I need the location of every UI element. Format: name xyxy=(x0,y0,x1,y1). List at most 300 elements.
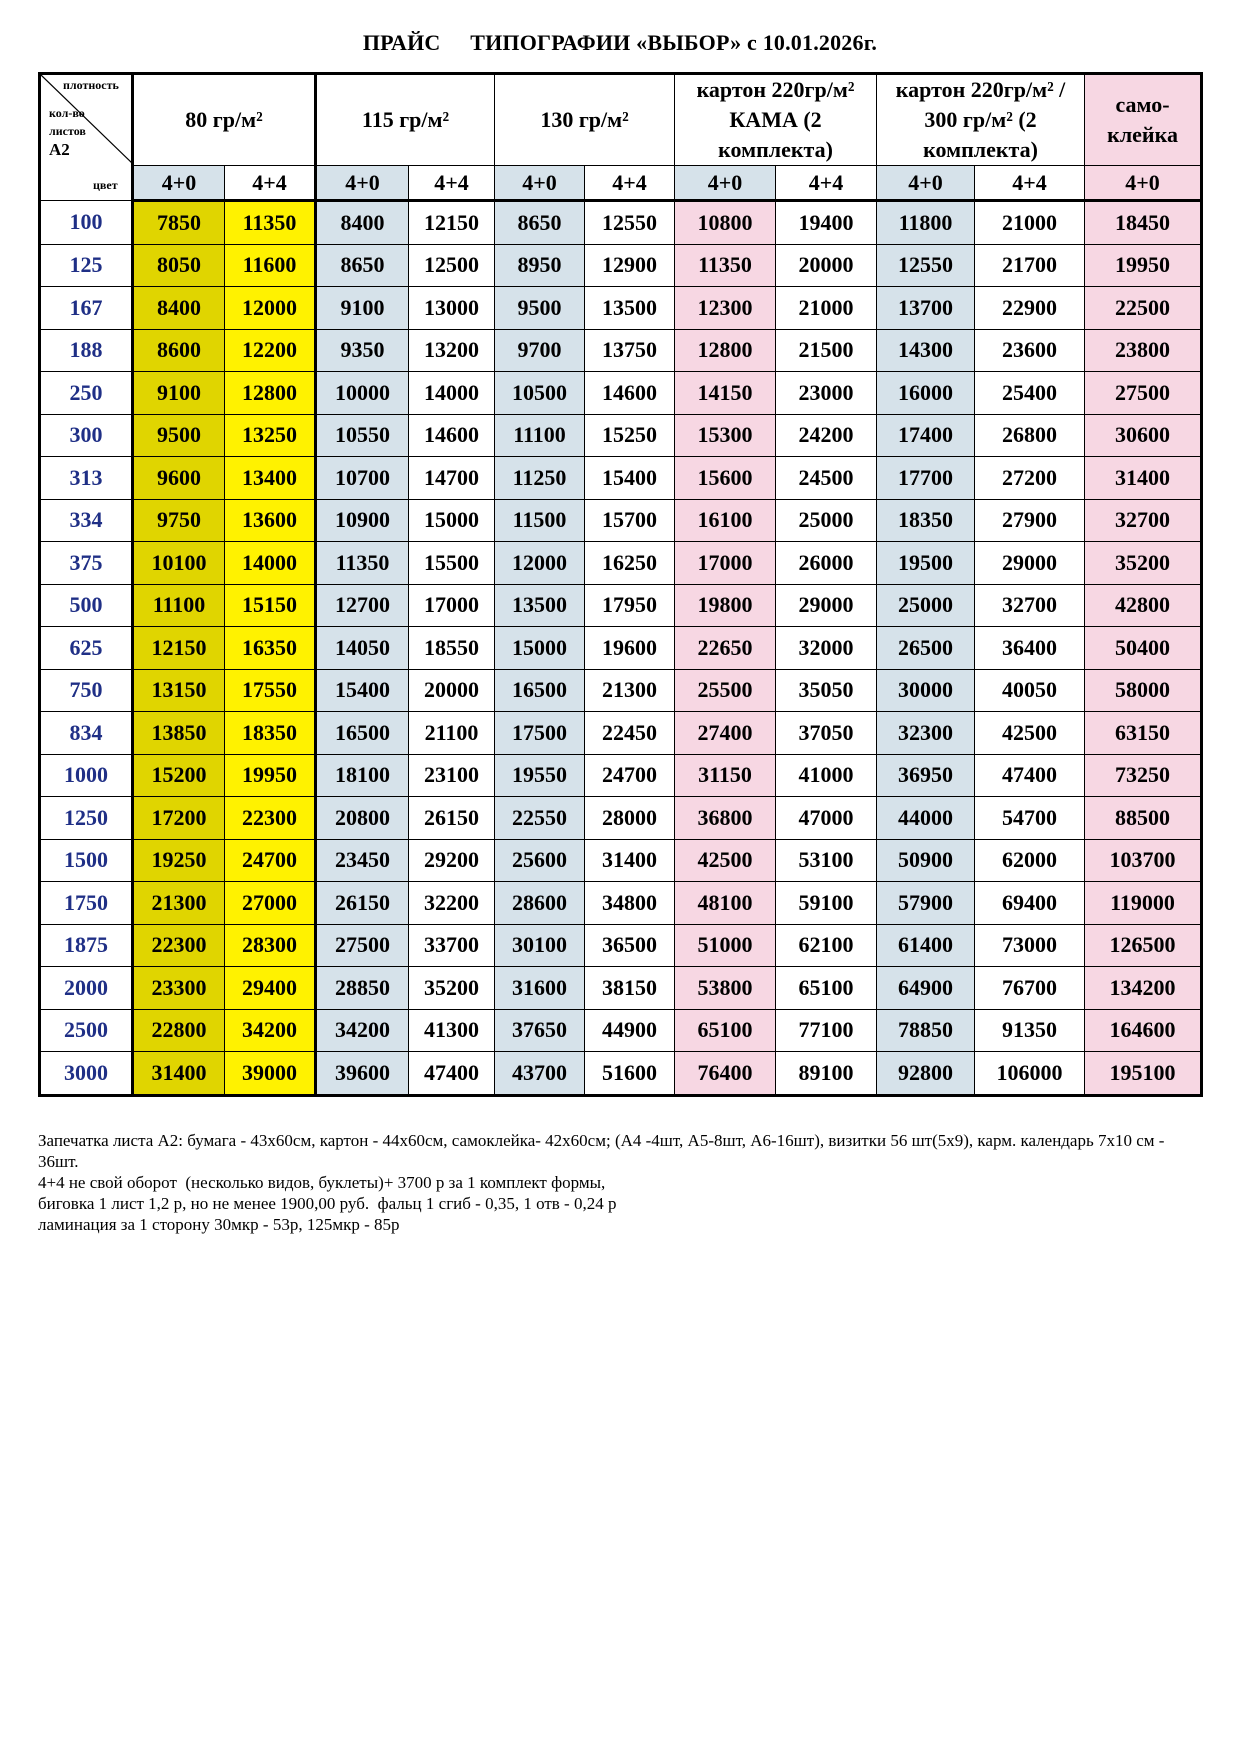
price-cell: 27400 xyxy=(675,712,776,755)
price-cell: 31400 xyxy=(585,839,675,882)
price-cell: 22500 xyxy=(1085,287,1202,330)
quantity-cell: 300 xyxy=(40,414,133,457)
quantity-cell: 100 xyxy=(40,201,133,245)
price-cell: 76400 xyxy=(675,1052,776,1096)
price-cell: 31150 xyxy=(675,754,776,797)
price-cell: 11350 xyxy=(225,201,316,245)
price-cell: 35050 xyxy=(776,669,877,712)
price-cell: 10100 xyxy=(133,542,225,585)
price-cell: 16500 xyxy=(316,712,409,755)
table-row xyxy=(40,627,1202,670)
table-row xyxy=(40,882,1202,925)
price-cell: 61400 xyxy=(877,924,975,967)
price-cell: 25600 xyxy=(495,839,585,882)
price-cell: 10800 xyxy=(675,201,776,245)
price-cell: 32700 xyxy=(1085,499,1202,542)
price-cell: 9100 xyxy=(316,287,409,330)
price-cell: 14600 xyxy=(409,414,495,457)
notes-block xyxy=(38,1130,1208,1235)
price-cell: 91350 xyxy=(975,1009,1085,1052)
price-cell: 10000 xyxy=(316,372,409,415)
price-cell: 23600 xyxy=(975,329,1085,372)
price-cell: 34200 xyxy=(316,1009,409,1052)
price-cell: 15400 xyxy=(316,669,409,712)
price-cell: 18350 xyxy=(225,712,316,755)
table-row xyxy=(40,712,1202,755)
price-cell: 25400 xyxy=(975,372,1085,415)
quantity-cell: 750 xyxy=(40,669,133,712)
color-header-10: 4+0 xyxy=(1085,166,1202,201)
price-cell: 11100 xyxy=(495,414,585,457)
price-cell: 195100 xyxy=(1085,1052,1202,1096)
note-line: биговка 1 лист 1,2 р, но не менее 1900,00 руб. фальц 1 сгиб - 0,35, 1 отв - 0,24 р xyxy=(38,1194,617,1213)
price-cell: 14000 xyxy=(409,372,495,415)
table-row xyxy=(40,967,1202,1010)
price-cell: 12300 xyxy=(675,287,776,330)
color-header-0: 4+0 xyxy=(133,166,225,201)
price-cell: 63150 xyxy=(1085,712,1202,755)
price-cell: 16000 xyxy=(877,372,975,415)
table-row xyxy=(40,839,1202,882)
table-row xyxy=(40,287,1202,330)
price-cell: 12700 xyxy=(316,584,409,627)
price-cell: 12150 xyxy=(409,201,495,245)
price-cell: 126500 xyxy=(1085,924,1202,967)
corner-density-label: плотность xyxy=(63,78,119,92)
quantity-cell: 834 xyxy=(40,712,133,755)
price-cell: 15600 xyxy=(675,457,776,500)
price-cell: 15700 xyxy=(585,499,675,542)
price-cell: 42800 xyxy=(1085,584,1202,627)
price-cell: 53100 xyxy=(776,839,877,882)
price-cell: 11600 xyxy=(225,244,316,287)
price-cell: 17200 xyxy=(133,797,225,840)
price-cell: 62000 xyxy=(975,839,1085,882)
price-cell: 8650 xyxy=(495,201,585,245)
price-cell: 35200 xyxy=(409,967,495,1010)
price-cell: 15250 xyxy=(585,414,675,457)
price-cell: 36500 xyxy=(585,924,675,967)
quantity-cell: 1000 xyxy=(40,754,133,797)
price-cell: 11800 xyxy=(877,201,975,245)
price-cell: 15400 xyxy=(585,457,675,500)
color-header-7: 4+4 xyxy=(776,166,877,201)
price-cell: 28600 xyxy=(495,882,585,925)
price-cell: 47000 xyxy=(776,797,877,840)
quantity-cell: 1750 xyxy=(40,882,133,925)
price-cell: 19550 xyxy=(495,754,585,797)
price-cell: 23300 xyxy=(133,967,225,1010)
price-cell: 17550 xyxy=(225,669,316,712)
price-cell: 106000 xyxy=(975,1052,1085,1096)
price-cell: 23800 xyxy=(1085,329,1202,372)
price-cell: 47400 xyxy=(409,1052,495,1096)
price-cell: 36800 xyxy=(675,797,776,840)
header-row-groups xyxy=(40,74,1202,166)
quantity-cell: 625 xyxy=(40,627,133,670)
price-cell: 14000 xyxy=(225,542,316,585)
price-cell: 17500 xyxy=(495,712,585,755)
price-cell: 24500 xyxy=(776,457,877,500)
price-cell: 15500 xyxy=(409,542,495,585)
price-cell: 9500 xyxy=(133,414,225,457)
color-header-4: 4+0 xyxy=(495,166,585,201)
price-cell: 11250 xyxy=(495,457,585,500)
price-cell: 26150 xyxy=(409,797,495,840)
price-cell: 11350 xyxy=(316,542,409,585)
price-cell: 23100 xyxy=(409,754,495,797)
price-cell: 13500 xyxy=(585,287,675,330)
table-row xyxy=(40,669,1202,712)
price-cell: 13400 xyxy=(225,457,316,500)
quantity-cell: 334 xyxy=(40,499,133,542)
price-cell: 21100 xyxy=(409,712,495,755)
price-cell: 11350 xyxy=(675,244,776,287)
price-cell: 50900 xyxy=(877,839,975,882)
price-cell: 11500 xyxy=(495,499,585,542)
price-cell: 17400 xyxy=(877,414,975,457)
price-cell: 22450 xyxy=(585,712,675,755)
price-cell: 51600 xyxy=(585,1052,675,1096)
corner-color-label: цвет xyxy=(93,178,118,192)
price-cell: 14300 xyxy=(877,329,975,372)
table-row xyxy=(40,584,1202,627)
price-cell: 19250 xyxy=(133,839,225,882)
quantity-cell: 2000 xyxy=(40,967,133,1010)
quantity-cell: 125 xyxy=(40,244,133,287)
price-cell: 8950 xyxy=(495,244,585,287)
price-cell: 50400 xyxy=(1085,627,1202,670)
corner-count-label: кол-во xyxy=(49,106,85,120)
price-cell: 34200 xyxy=(225,1009,316,1052)
price-cell: 12900 xyxy=(585,244,675,287)
price-cell: 14700 xyxy=(409,457,495,500)
price-cell: 37650 xyxy=(495,1009,585,1052)
price-cell: 21300 xyxy=(133,882,225,925)
price-cell: 9750 xyxy=(133,499,225,542)
quantity-cell: 2500 xyxy=(40,1009,133,1052)
price-cell: 30600 xyxy=(1085,414,1202,457)
price-cell: 15000 xyxy=(409,499,495,542)
price-cell: 53800 xyxy=(675,967,776,1010)
price-cell: 89100 xyxy=(776,1052,877,1096)
price-cell: 73000 xyxy=(975,924,1085,967)
price-cell: 65100 xyxy=(675,1009,776,1052)
price-cell: 37050 xyxy=(776,712,877,755)
price-cell: 19950 xyxy=(225,754,316,797)
price-cell: 12500 xyxy=(409,244,495,287)
price-cell: 13500 xyxy=(495,584,585,627)
price-cell: 8650 xyxy=(316,244,409,287)
note-line: 4+4 не свой оборот (несколько видов, буклеты)+ 3700 р за 1 комплект формы, xyxy=(38,1173,606,1192)
price-cell: 13000 xyxy=(409,287,495,330)
table-row xyxy=(40,499,1202,542)
corner-header-cell xyxy=(40,74,133,201)
price-cell: 31400 xyxy=(1085,457,1202,500)
quantity-cell: 375 xyxy=(40,542,133,585)
table-row xyxy=(40,754,1202,797)
price-cell: 8400 xyxy=(316,201,409,245)
price-cell: 10700 xyxy=(316,457,409,500)
price-cell: 39000 xyxy=(225,1052,316,1096)
price-cell: 30100 xyxy=(495,924,585,967)
price-cell: 31400 xyxy=(133,1052,225,1096)
price-cell: 9500 xyxy=(495,287,585,330)
price-cell: 21000 xyxy=(975,201,1085,245)
price-cell: 69400 xyxy=(975,882,1085,925)
corner-sheets-label: листов xyxy=(49,124,86,138)
price-cell: 24700 xyxy=(585,754,675,797)
price-cell: 8400 xyxy=(133,287,225,330)
color-header-3: 4+4 xyxy=(409,166,495,201)
color-header-9: 4+4 xyxy=(975,166,1085,201)
price-cell: 16250 xyxy=(585,542,675,585)
price-cell: 13700 xyxy=(877,287,975,330)
title-right: ТИПОГРАФИИ «ВЫБОР» с 10.01.2026г. xyxy=(470,30,878,55)
price-cell: 22800 xyxy=(133,1009,225,1052)
quantity-cell: 3000 xyxy=(40,1052,133,1096)
price-cell: 40050 xyxy=(975,669,1085,712)
price-cell: 22900 xyxy=(975,287,1085,330)
price-cell: 12150 xyxy=(133,627,225,670)
price-cell: 29000 xyxy=(776,584,877,627)
price-cell: 9700 xyxy=(495,329,585,372)
price-cell: 27500 xyxy=(316,924,409,967)
price-cell: 29400 xyxy=(225,967,316,1010)
price-cell: 41300 xyxy=(409,1009,495,1052)
price-cell: 103700 xyxy=(1085,839,1202,882)
price-cell: 38150 xyxy=(585,967,675,1010)
price-cell: 21500 xyxy=(776,329,877,372)
table-row xyxy=(40,414,1202,457)
table-row xyxy=(40,924,1202,967)
price-cell: 17000 xyxy=(675,542,776,585)
price-cell: 9350 xyxy=(316,329,409,372)
price-cell: 19500 xyxy=(877,542,975,585)
price-cell: 76700 xyxy=(975,967,1085,1010)
price-cell: 58000 xyxy=(1085,669,1202,712)
color-header-6: 4+0 xyxy=(675,166,776,201)
price-cell: 41000 xyxy=(776,754,877,797)
price-cell: 26000 xyxy=(776,542,877,585)
price-cell: 36950 xyxy=(877,754,975,797)
price-cell: 22650 xyxy=(675,627,776,670)
price-cell: 13250 xyxy=(225,414,316,457)
price-cell: 12800 xyxy=(675,329,776,372)
price-cell: 18100 xyxy=(316,754,409,797)
price-cell: 44000 xyxy=(877,797,975,840)
price-cell: 9100 xyxy=(133,372,225,415)
price-cell: 78850 xyxy=(877,1009,975,1052)
group-header-130: 130 гр/м² xyxy=(495,74,675,166)
quantity-cell: 188 xyxy=(40,329,133,372)
price-cell: 19600 xyxy=(585,627,675,670)
price-cell: 92800 xyxy=(877,1052,975,1096)
price-cell: 13600 xyxy=(225,499,316,542)
price-cell: 32000 xyxy=(776,627,877,670)
price-cell: 64900 xyxy=(877,967,975,1010)
price-cell: 18350 xyxy=(877,499,975,542)
price-cell: 30000 xyxy=(877,669,975,712)
table-row xyxy=(40,797,1202,840)
price-cell: 21700 xyxy=(975,244,1085,287)
price-cell: 48100 xyxy=(675,882,776,925)
price-cell: 35200 xyxy=(1085,542,1202,585)
price-cell: 32700 xyxy=(975,584,1085,627)
price-cell: 12200 xyxy=(225,329,316,372)
price-cell: 59100 xyxy=(776,882,877,925)
group-header-samokleika: само-клейка xyxy=(1085,74,1202,166)
price-cell: 12000 xyxy=(225,287,316,330)
price-cell: 20000 xyxy=(776,244,877,287)
group-header-karton-300: картон 220гр/м² / 300 гр/м² (2 комплекта) xyxy=(877,74,1085,166)
price-cell: 9600 xyxy=(133,457,225,500)
price-cell: 12000 xyxy=(495,542,585,585)
price-cell: 73250 xyxy=(1085,754,1202,797)
price-cell: 44900 xyxy=(585,1009,675,1052)
price-cell: 17000 xyxy=(409,584,495,627)
price-cell: 23000 xyxy=(776,372,877,415)
price-cell: 42500 xyxy=(975,712,1085,755)
price-cell: 16100 xyxy=(675,499,776,542)
price-cell: 34800 xyxy=(585,882,675,925)
price-cell: 164600 xyxy=(1085,1009,1202,1052)
color-header-8: 4+0 xyxy=(877,166,975,201)
price-cell: 47400 xyxy=(975,754,1085,797)
table-row xyxy=(40,201,1202,245)
table-row xyxy=(40,244,1202,287)
price-cell: 27900 xyxy=(975,499,1085,542)
price-cell: 19400 xyxy=(776,201,877,245)
price-cell: 19800 xyxy=(675,584,776,627)
table-row xyxy=(40,329,1202,372)
corner-format-label: А2 xyxy=(49,140,70,159)
price-cell: 22550 xyxy=(495,797,585,840)
group-header-115: 115 гр/м² xyxy=(316,74,495,166)
price-cell: 14600 xyxy=(585,372,675,415)
quantity-cell: 1500 xyxy=(40,839,133,882)
table-row xyxy=(40,457,1202,500)
table-row xyxy=(40,542,1202,585)
price-cell: 28300 xyxy=(225,924,316,967)
price-cell: 18550 xyxy=(409,627,495,670)
price-cell: 62100 xyxy=(776,924,877,967)
color-header-1: 4+4 xyxy=(225,166,316,201)
price-cell: 42500 xyxy=(675,839,776,882)
price-cell: 22300 xyxy=(225,797,316,840)
price-cell: 27500 xyxy=(1085,372,1202,415)
price-cell: 24200 xyxy=(776,414,877,457)
quantity-cell: 1250 xyxy=(40,797,133,840)
group-header-80: 80 гр/м² xyxy=(133,74,316,166)
price-cell: 15300 xyxy=(675,414,776,457)
price-cell: 10500 xyxy=(495,372,585,415)
price-cell: 29200 xyxy=(409,839,495,882)
price-cell: 39600 xyxy=(316,1052,409,1096)
price-cell: 17700 xyxy=(877,457,975,500)
quantity-cell: 167 xyxy=(40,287,133,330)
price-cell: 15150 xyxy=(225,584,316,627)
price-cell: 17950 xyxy=(585,584,675,627)
quantity-cell: 1875 xyxy=(40,924,133,967)
price-cell: 65100 xyxy=(776,967,877,1010)
price-cell: 8050 xyxy=(133,244,225,287)
price-cell: 16350 xyxy=(225,627,316,670)
group-header-karton-kama: картон 220гр/м² КАМА (2 комплекта) xyxy=(675,74,877,166)
header-row-colors xyxy=(40,166,1202,201)
table-row xyxy=(40,1052,1202,1096)
price-cell: 134200 xyxy=(1085,967,1202,1010)
price-cell: 14150 xyxy=(675,372,776,415)
price-cell: 13750 xyxy=(585,329,675,372)
price-cell: 21000 xyxy=(776,287,877,330)
price-cell: 23450 xyxy=(316,839,409,882)
price-cell: 51000 xyxy=(675,924,776,967)
price-cell: 12550 xyxy=(585,201,675,245)
price-cell: 25000 xyxy=(776,499,877,542)
table-row xyxy=(40,1009,1202,1052)
note-line: Запечатка листа А2: бумага - 43х60см, картон - 44х60см, самоклейка- 42х60см; (А4 -4шт, А5-8шт, А6-16шт), визитки 56 шт(5х9), карм. календарь 7х10 см - 36шт. xyxy=(38,1131,1169,1171)
price-cell: 88500 xyxy=(1085,797,1202,840)
price-cell: 20800 xyxy=(316,797,409,840)
price-cell: 54700 xyxy=(975,797,1085,840)
price-cell: 26150 xyxy=(316,882,409,925)
price-cell: 25500 xyxy=(675,669,776,712)
price-cell: 10900 xyxy=(316,499,409,542)
price-cell: 15000 xyxy=(495,627,585,670)
price-cell: 12800 xyxy=(225,372,316,415)
price-cell: 10550 xyxy=(316,414,409,457)
price-cell: 8600 xyxy=(133,329,225,372)
price-cell: 15200 xyxy=(133,754,225,797)
quantity-cell: 500 xyxy=(40,584,133,627)
price-cell: 19950 xyxy=(1085,244,1202,287)
price-cell: 11100 xyxy=(133,584,225,627)
price-cell: 22300 xyxy=(133,924,225,967)
price-cell: 43700 xyxy=(495,1052,585,1096)
price-table xyxy=(38,72,1203,1097)
price-cell: 14050 xyxy=(316,627,409,670)
price-cell: 16500 xyxy=(495,669,585,712)
color-header-2: 4+0 xyxy=(316,166,409,201)
price-cell: 32200 xyxy=(409,882,495,925)
price-cell: 24700 xyxy=(225,839,316,882)
price-cell: 27000 xyxy=(225,882,316,925)
price-cell: 119000 xyxy=(1085,882,1202,925)
note-line: ламинация за 1 сторону 30мкр - 53р, 125мкр - 85р xyxy=(38,1215,400,1234)
color-header-5: 4+4 xyxy=(585,166,675,201)
price-cell: 13150 xyxy=(133,669,225,712)
price-cell: 32300 xyxy=(877,712,975,755)
quantity-cell: 250 xyxy=(40,372,133,415)
table-row xyxy=(40,372,1202,415)
price-cell: 7850 xyxy=(133,201,225,245)
price-cell: 31600 xyxy=(495,967,585,1010)
price-cell: 28850 xyxy=(316,967,409,1010)
price-cell: 29000 xyxy=(975,542,1085,585)
page-title xyxy=(0,30,1240,56)
price-cell: 13850 xyxy=(133,712,225,755)
price-cell: 13200 xyxy=(409,329,495,372)
price-cell: 20000 xyxy=(409,669,495,712)
price-cell: 36400 xyxy=(975,627,1085,670)
price-cell: 26500 xyxy=(877,627,975,670)
price-cell: 57900 xyxy=(877,882,975,925)
price-cell: 25000 xyxy=(877,584,975,627)
price-cell: 12550 xyxy=(877,244,975,287)
quantity-cell: 313 xyxy=(40,457,133,500)
price-cell: 33700 xyxy=(409,924,495,967)
